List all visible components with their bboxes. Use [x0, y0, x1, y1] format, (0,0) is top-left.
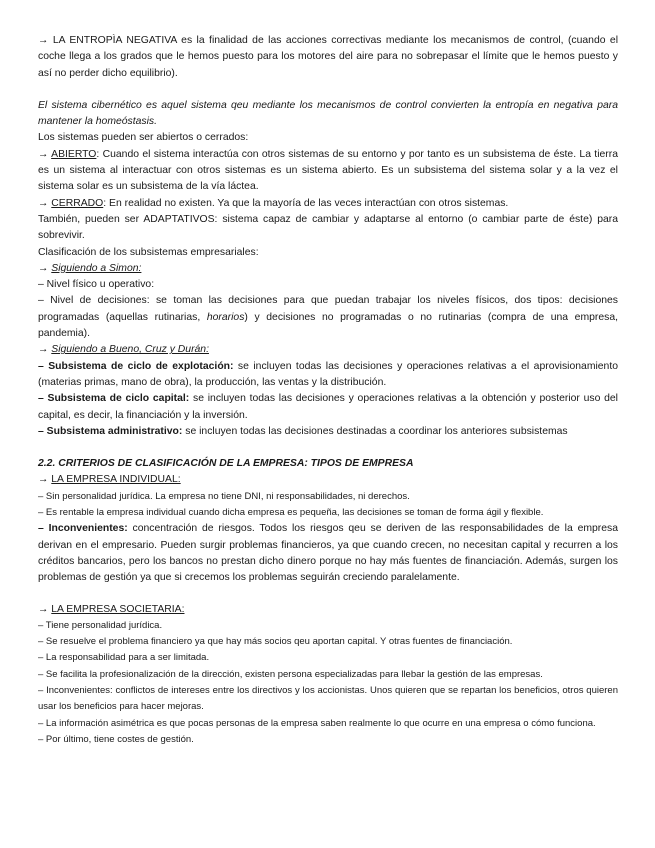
abierto-paragraph [38, 147, 618, 196]
list-item: – Tiene personalidad jurídica. [38, 619, 163, 631]
nivel-decisiones [38, 293, 618, 342]
nivel-decisiones-italic: horarios [206, 311, 245, 323]
inconvenientes-label: – Inconvenientes: [38, 523, 128, 535]
inconvenientes-text: concentración de riesgos. Todos los riesgos qeu se deriven de las responsabilidades de la empresa derivan en el empresario. Pueden surgir problemas financieros, ya que cuando crecen, no necesitan capital y recurren a los créditos bancarios, pero los bancos no prestan dicho dinero porque no hay más fuentes de financiación. Además, surgen los problemas de gestión ya que si crecemos los problemas seguirán creciendo paralelamente. [38, 523, 618, 584]
subsistema-explotacion-text: se incluyen todas las decisiones y operaciones relativas a el aprovisionamiento (materias primas, mano de obra), la producción, las ventas y la distribución. [38, 360, 619, 388]
clasificacion-paragraph: Clasificación de los subsistemas empresariales: [38, 246, 259, 258]
spacer [38, 587, 618, 602]
cerrado-label: CERRADO [51, 197, 104, 209]
arrow-icon: → [38, 197, 52, 209]
entropia-text: es la finalidad de las acciones correctivas mediante los mecanismos de control, (cuando el coche llega a los grados que le hemos puesto para los motores del aire para no sobrepasar el límite que le hemos puesto y así no perder dicho equilibrio). [38, 35, 619, 79]
abierto-text: : Cuando el sistema interactúa con otros sistemas de su entorno y por tanto es un subsistema de éste. La tierra es un sistema al interactuar con otros sistemas es un sistema abierto. Es un subsistema del sistema solar y a la vez el sistema solar es un subsistema de la vía láctea. [38, 148, 618, 193]
subsistema-explotacion [38, 359, 618, 392]
simon-label: Siguiendo a Simon: [51, 262, 142, 274]
cibernetico-text: El sistema cibernético es aquel sistema qeu mediante los mecanismos de control convierten la entropía en negativa para mantener la homeóstasis. [38, 99, 618, 128]
subsistema-capital-text: se incluyen todas las decisiones y operaciones relativas a la obtención y posterior uso del capital, es decir, la financiación y la inversión. [38, 393, 618, 421]
entropia-title: LA ENTROPÌA NEGATIVA [52, 35, 177, 46]
subsistema-administrativo-label: – Subsistema administrativo: [38, 425, 183, 437]
bueno-heading [38, 342, 618, 358]
nivel-decisiones-text: – Nivel de decisiones: se toman las decisiones para que puedan trabajar los niveles físicos, dos tipos: decisiones programadas (aquellas rutinarias, [38, 295, 618, 323]
spacer [38, 440, 618, 456]
cerrado-text: : En realidad no existen. Ya que la mayoría de las veces interactúan con otros sistemas. [103, 197, 509, 209]
list-item: – La responsabilidad para a ser limitada. [38, 652, 210, 664]
spacer [38, 82, 618, 98]
list-item: – Se facilita la profesionalización de la dirección, existen persona especializadas para llebar la gestión de las empresas. [38, 668, 543, 680]
subsistema-capital [38, 391, 618, 424]
nivel-decisiones-text-end: ) y decisiones no programadas o no rutinarias (compra de una empresa, pandemia). [38, 311, 618, 340]
simon-heading [38, 261, 618, 277]
document-page [38, 33, 618, 748]
cibernetico-paragraph [38, 98, 618, 131]
individual-heading [38, 472, 618, 488]
individual-inconvenientes [38, 521, 618, 586]
abierto-label: ABIERTO [51, 148, 97, 160]
societaria-label: LA EMPRESA SOCIETARIA: [51, 603, 185, 615]
arrow-icon: → [38, 603, 52, 615]
arrow-icon: → [38, 474, 52, 486]
bueno-label: Siguiendo a Bueno, Cruz y Durán: [51, 344, 209, 356]
arrow-icon: → [38, 344, 52, 356]
arrow-icon: → [38, 148, 52, 160]
subsistema-administrativo [38, 424, 618, 440]
arrow-icon: → [38, 262, 52, 274]
subsistema-explotacion-label: – Subsistema de ciclo de explotación: [38, 360, 234, 372]
nivel-fisico: – Nivel físico u operativo: [38, 279, 155, 291]
list-item: – Inconvenientes: conflictos de intereses entre los directivos y los accionistas. Unos quieren que se repartan los beneficios, otros quieren usar los beneficios para hacer mejoras. [38, 684, 618, 713]
societaria-heading [38, 602, 618, 618]
subsistema-capital-label: – Subsistema de ciclo capital: [38, 393, 190, 405]
arrow-icon: → [38, 35, 53, 46]
entropia-paragraph [38, 33, 618, 82]
sistemas-intro: Los sistemas pueden ser abiertos o cerrados: [38, 132, 249, 144]
cerrado-paragraph [38, 196, 618, 212]
list-item: – La información asimétrica es que pocas personas de la empresa saben realmente lo que ocurre en una empresa o cómo funciona. [38, 717, 596, 729]
criterios-heading: 2.2. CRITERIOS DE CLASIFICACIÓN DE LA EMPRESA: TIPOS DE EMPRESA [38, 458, 414, 470]
individual-label: LA EMPRESA INDIVIDUAL: [51, 474, 181, 486]
list-item: – Por último, tiene costes de gestión. [38, 733, 194, 745]
adaptativos-paragraph: También, pueden ser ADAPTATIVOS: sistema capaz de cambiar y adaptarse al entorno (o cambiar parte de éste) para sobrevivir. [38, 213, 618, 242]
subsistema-administrativo-text: se incluyen todas las decisiones destinadas a coordinar los anteriores subsistemas [182, 425, 568, 437]
list-item: – Sin personalidad jurídica. La empresa no tiene DNI, ni responsabilidades, ni derechos. [38, 490, 410, 502]
list-item: – Se resuelve el problema financiero ya que hay más socios qeu aportan capital. Y otras fuentes de financiación. [38, 636, 513, 648]
list-item: – Es rentable la empresa individual cuando dicha empresa es pequeña, las decisiones se toman de forma ágil y flexible. [38, 507, 544, 519]
